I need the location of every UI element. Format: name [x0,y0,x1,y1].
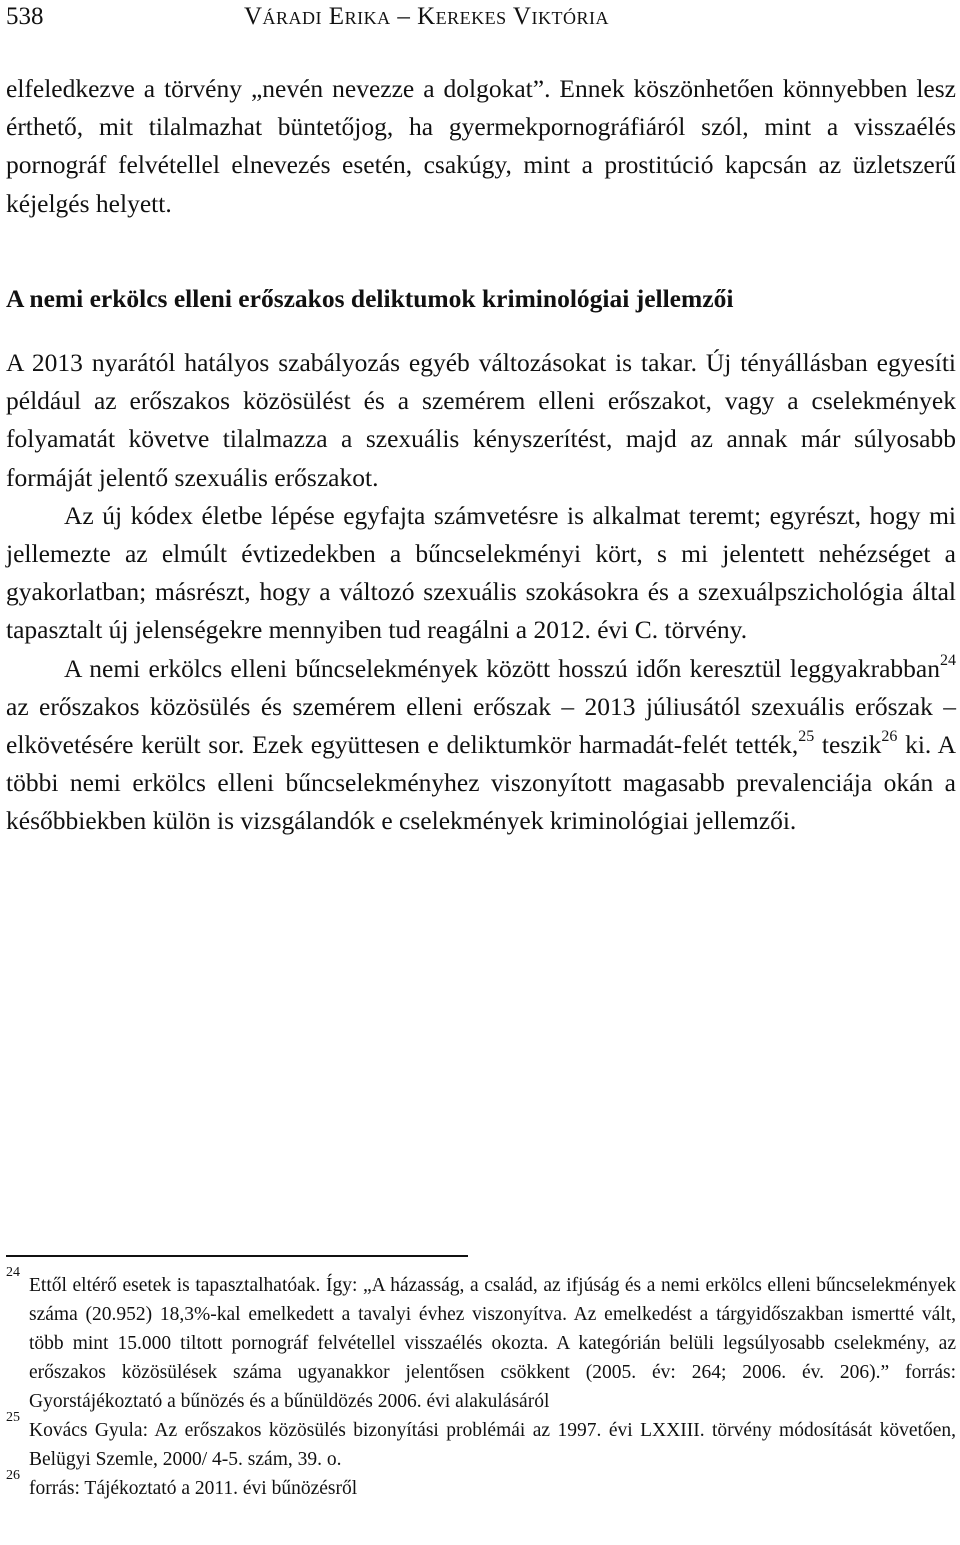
book-page [6,0,956,841]
footnotes-section [6,1265,956,1503]
paragraph-prevalence [6,650,956,841]
page-number: 538 [6,3,44,30]
footnote-ref-24[interactable]: 24 [940,651,956,669]
footnote-ref-26[interactable]: 26 [881,728,898,746]
footnote-number: 24 [6,1265,20,1280]
footnote-divider [6,1255,468,1257]
paragraph-regulation: A 2013 nyarától hatályos szabályozás egyéb változásokat is takar. Új tényállásban egyesíti például az erőszakos közösülést és a szemérem elleni erőszakot, vagy a cselekmények folyamatát követve tilalmazza a szexuális kényszerítést, majd az annak már súlyosabb formáját jelentő szexuális erőszakot. [6,348,956,492]
paragraph-prevalence-part-4: ki. A többi nemi erkölcs elleni bűncselekményhez viszonyított magasabb prevalenciája okán a későbbiekben külön is vizsgálandók e cselekmények kriminológiai jellemzői. [6,730,956,836]
footnote-26 [6,1468,956,1503]
paragraph-prevalence-part-2: az erőszakos közösülés és szemérem elleni erőszak – 2013 júliusától szexuális erőszak – elkövetésére került sor. Ezek együttesen e deliktumkör harmadát-felét tették, [6,691,956,760]
running-title: Váradi Erika – Kerekes Viktória [244,3,609,30]
footnote-25 [6,1410,956,1474]
footnote-text: Ettől eltérő esetek is tapasztalhatóak. Így: „A házasság, a család, az ifjúság és a nemi erkölcs elleni bűncselekmények száma (20.952) 18,3%-kal emelkedett a tavalyi évhez viszonyítva. Az emelkedést a tárgyidőszakban ismertté vált, több mint 15.000 tiltott pornográf felvétellel visszaélés okozta. A kategórián belüli legsúlyosabb cselekmény, az erőszakos közösülések száma ugyanakkor jelentősen csökkent (2005. év: 264; 2006. év. 206).” forrás: Gyorstájékoztató a bűnözés és a bűnüldözés 2006. évi alakulásáról [29,1275,956,1412]
paragraph-continuation: elfeledkezve a törvény „nevén nevezze a dolgokat”. Ennek köszönhetően könnyebben lesz érthető, mit tilalmazhat büntetőjog, ha gyermekpornográfiáról szól, mint a visszaélés pornográf felvétellel elnevezés esetén, csakúgy, mint a prostitúció kapcsán az üzletszerű kéjelgés helyett. [6,74,956,218]
paragraph-prevalence-part-3: teszik [814,730,882,760]
footnote-text: forrás: Tájékoztató a 2011. évi bűnözésről [29,1478,358,1499]
paragraph-prevalence-part-1: A nemi erkölcs elleni bűncselekmények között hosszú időn keresztül leggyakrabban [64,653,940,683]
paragraph-new-code: Az új kódex életbe lépése egyfajta számvetésre is alkalmat teremt; egyrészt, hogy mi jellemezte az elmúlt évtizedekben a bűncselekményi kört, s mi jelentett nehézséget a gyakorlatban; másrészt, hogy a változó szexuális szokásokra és a szexuálpszichológia által tapasztalt új jelenségekre mennyiben tud reagálni a 2012. évi C. törvény. [6,500,956,645]
section-heading: A nemi erkölcs elleni erőszakos deliktumok kriminológiai jellemzői [6,283,734,313]
running-header [6,0,956,42]
footnote-24 [6,1265,956,1416]
footnote-number: 25 [6,1410,20,1425]
footnote-number: 26 [6,1468,20,1483]
footnote-text: Kovács Gyula: Az erőszakos közösülés bizonyítási problémái az 1997. évi LXXIII. törvény módosítását követően, Belügyi Szemle, 2000/ 4-5. szám, 39. o. [29,1420,956,1470]
footnote-ref-25[interactable]: 25 [798,728,815,746]
